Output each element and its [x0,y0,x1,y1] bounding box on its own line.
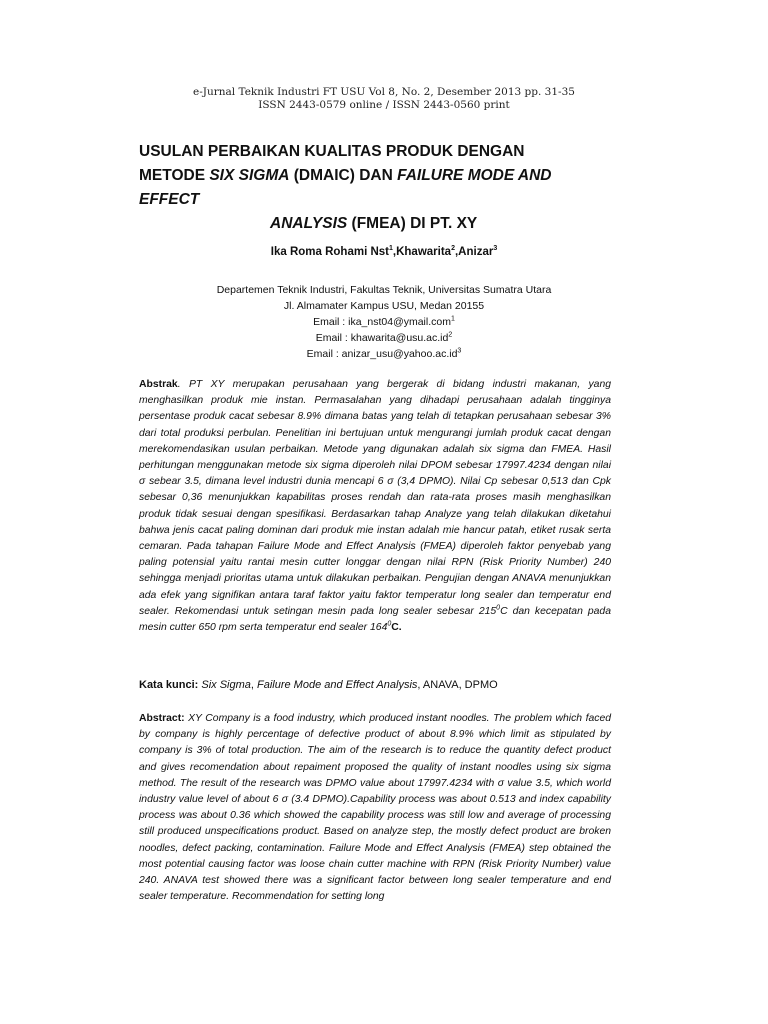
abstrak-text: . PT XY merupakan perusahaan yang bergerak di bidang industri makanan, yang menghasilkan produk mie instan. Permasalahan yang dihadapi perusahaan adalah tingginya persentase produk cacat sebesar 8.9% dimana batas yang telah di tetapkan perusahaan sebesar 3% dari total produksi perbulan. Penelitian ini bertujuan untuk mengurangi jumlah produk cacat dengan merekomendasikan usulan perbaikan. Metode yang digunakan adalah six sigma dan FMEA. Hasil perhitungan menggunakan metode six sigma diperoleh nilai DPOM sebesar 17997.4234 dengan nilai σ sebear 3.5, dimana level industri dunia mencapi 6 σ (3,4 DPMO). Nilai Cp sebesar 0,513 dan Cpk sebesar 0,36 menunjukkan kapabilitas proses rendah dan rata-rata proses masih menghasilkan produk tidak sesuai dengan spesifikasi. Berdasarkan tahap Analyze yang telah dilakukan diketahui bahwa jenis cacat paling dominan dari produk mie instan adalah mie hancur patah, etiket rusak serta cemaran. Pada tahapan Failure Mode and Effect Analysis (FMEA) diperoleh faktor penyebab yang paling potensial yaitu rantai mesin cutter longgar dengan nilai RPN (Risk Priority Number) 240 sehingga menjadi prioritas utama untuk dilakukan perbaikan. Pengujian dengan ANAVA menunjukkan ada efek yang signifikan antara taraf faktor yaitu faktor temperatur long sealer dan temperatur end sealer. Rekomendasi untuk setingan mesin pada long sealer sebesar 215 [139,379,611,617]
title-line-2: METODE SIX SIGMA (DMAIC) DAN FAILURE MODE AND [139,167,552,184]
issn-line: ISSN 2443-0579 online / ISSN 2443-0560 print [258,99,510,111]
title-line-3: EFFECT [139,191,200,208]
affiliation-department: Departemen Teknik Industri, Fakultas Teknik, Universitas Sumatra Utara [216,284,552,296]
author-email-3[interactable]: Email : $anizar\_usu@yahoo.ac.id^3$ [306,347,462,360]
affiliation-address: Jl. Almamater Kampus USU, Medan 20155 [283,300,485,312]
title-line-4: ANALYSIS (FMEA) DI PT. XY [270,215,478,232]
keywords-label: Kata kunci: [139,679,199,691]
journal-header [0,86,768,112]
abstract-label: Abstract: [139,713,185,724]
abstrak-label: Abstrak [139,379,178,390]
title-line-1: USULAN PERBAIKAN KUALITAS PRODUK DENGAN [139,143,525,160]
affiliation-block [0,282,768,362]
author-list: Ika Roma Rohami Nst$^1$,Khawarita$^2$,Anizar$^3$ [270,245,498,258]
keywords: Kata kunci: Six Sigma, Failure Mode and Effect Analysis, ANAVA, DPMO [139,679,498,691]
journal-citation: e-Jurnal Teknik Industri FT USU Vol 8, No. 2, Desember 2013 pp. 31-35 [193,86,575,98]
abstrak-indonesian: Abstrak. PT XY merupakan perusahaan yang bergerak di bidang industri makanan, yang menghasilkan produk mie instan. Permasalahan yang dihadapi perusahaan adalah tingginya persentase produk cacat sebesar 8.9% dimana batas yang telah di tetapkan perusahaan sebesar 3% dari total produksi perbulan. Penelitian ini bertujuan untuk mengurangi jumlah produk cacat dengan merekomendasikan usulan perbaikan. Metode yang digunakan adalah six sigma dan FMEA. Hasil perhitungan menggunakan metode six sigma diperoleh nilai DPOM sebesar 17997.4234 dengan nilai σ sebear 3.5, dimana level industri dunia mencapi 6 σ (3,4 DPMO). Nilai Cp sebesar 0,513 dan Cpk sebesar 0,36 menunjukkan kapabilitas proses rendah dan rata-rata proses masih menghasilkan produk tidak sesuai dengan spesifikasi. Berdasarkan tahap Analyze yang telah dilakukan diketahui bahwa jenis cacat paling dominan dari produk mie instan adalah mie hancur patah, etiket rusak serta cemaran. Pada tahapan Failure Mode and Effect Analysis (FMEA) diperoleh faktor penyebab yang paling potensial yaitu rantai mesin cutter longgar dengan nilai RPN (Risk Priority Number) 240 sehingga menjadi prioritas utama untuk dilakukan perbaikan. Pengujian dengan ANAVA menunjukkan ada efek yang signifikan antara taraf faktor yaitu faktor temperatur long sealer dan temperatur end sealer. Rekomendasi untuk setingan mesin pada long sealer sebesar $215^0C$ dan kecepatan pada mesin cutter 650 rpm serta temperatur end sealer $164^0C$. [139,379,611,634]
author-email-1[interactable]: Email : ika_nst04@ymail.com$^1$ [313,315,455,328]
abstract-text: XY Company is a food industry, which produced instant noodles. The problem which faced by company is highly percentage of defective product of about 8.9% which limit as stipulated by company is 3% of total production. The aim of the research is to reduce the quantity defect product and gives recomendation about repaiment proposed the quality of instant noodles using six sigma method. The result of the research was DPMO value about 17997.4234 with σ value 3.5, which world industry value level of about 6 σ (3.4 DPMO).Capability process was about 0.513 and index capability process was about 0.36 which showed the capability process was still low and average of processing still produced unspecifications product. Based on analyze step, the mostly defect product are broken noodles, defect packing, contamination. Failure Mode and Effect Analysis (FMEA) step obtained the most potential causing factor was loose chain cutter machine with RPN (Risk Priority Number) value 240. ANAVA test showed there was a significant factor between long sealer temperature and end sealer temperature. Recommendation for setting long [139,713,611,903]
abstract-english [139,711,611,905]
paper-title [139,140,639,236]
author-email-2[interactable]: Email : $khawarita@usu.ac.id^2$ [315,331,453,344]
